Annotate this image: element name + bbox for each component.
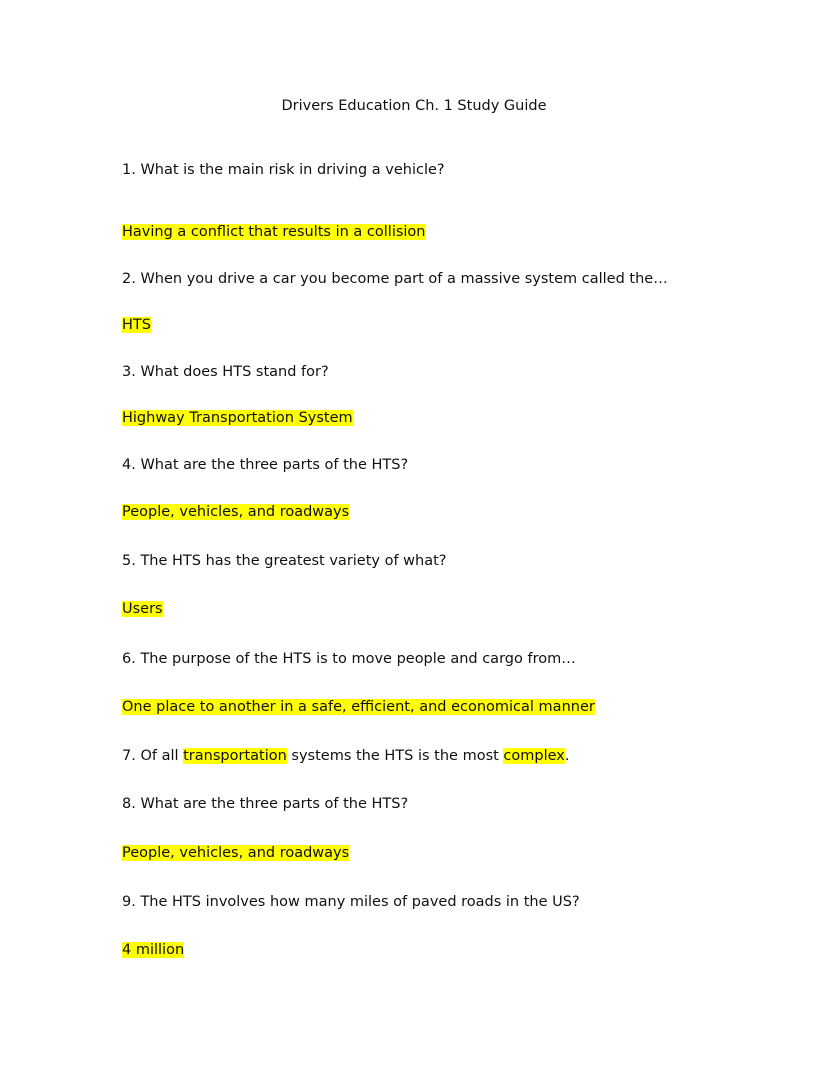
question-7-prefix: 7. Of all: [122, 748, 184, 764]
question-7-suffix: .: [564, 748, 570, 764]
answer-2: [122, 315, 151, 335]
question-4-text: 4. What are the three parts of the HTS?: [122, 457, 409, 473]
question-6: [122, 649, 576, 669]
question-2-text: 2. When you drive a car you become part of a massive system called the…: [122, 271, 668, 287]
answer-5-highlight: Users: [122, 601, 163, 617]
answer-3: [122, 408, 353, 428]
question-3: [122, 362, 329, 382]
answer-9-highlight: 4 million: [122, 942, 185, 958]
question-9-text: 9. The HTS involves how many miles of paved roads in the US?: [122, 894, 580, 910]
answer-6: [122, 697, 595, 717]
question-4: [122, 455, 408, 475]
answer-8-highlight: People, vehicles, and roadways: [122, 845, 350, 861]
question-8-text: 8. What are the three parts of the HTS?: [122, 796, 409, 812]
answer-1-highlight: Having a conflict that results in a collision: [122, 224, 426, 240]
answer-8: [122, 843, 349, 863]
question-5-text: 5. The HTS has the greatest variety of what?: [122, 553, 447, 569]
answer-4: [122, 502, 349, 522]
question-1: [122, 160, 445, 180]
answer-2-highlight: HTS: [122, 317, 151, 333]
question-2: [122, 269, 668, 289]
question-7-middle: systems the HTS is the most: [286, 748, 504, 764]
answer-3-highlight: Highway Transportation System: [122, 410, 353, 426]
question-6-text: 6. The purpose of the HTS is to move people and cargo from…: [122, 651, 576, 667]
question-8: [122, 794, 408, 814]
answer-1: [122, 222, 426, 242]
answer-4-highlight: People, vehicles, and roadways: [122, 504, 350, 520]
question-1-text: 1. What is the main risk in driving a vehicle?: [122, 162, 445, 178]
question-5: [122, 551, 447, 571]
question-9: [122, 892, 580, 912]
question-7: [122, 746, 569, 766]
answer-6-highlight: One place to another in a safe, efficient, and economical manner: [122, 699, 595, 715]
document-title: Drivers Education Ch. 1 Study Guide: [281, 98, 547, 114]
answer-7-highlight-transportation: transportation: [183, 748, 287, 764]
question-3-text: 3. What does HTS stand for?: [122, 364, 329, 380]
answer-5: [122, 599, 163, 619]
answer-7-highlight-complex: complex: [503, 748, 565, 764]
answer-9: [122, 940, 184, 960]
